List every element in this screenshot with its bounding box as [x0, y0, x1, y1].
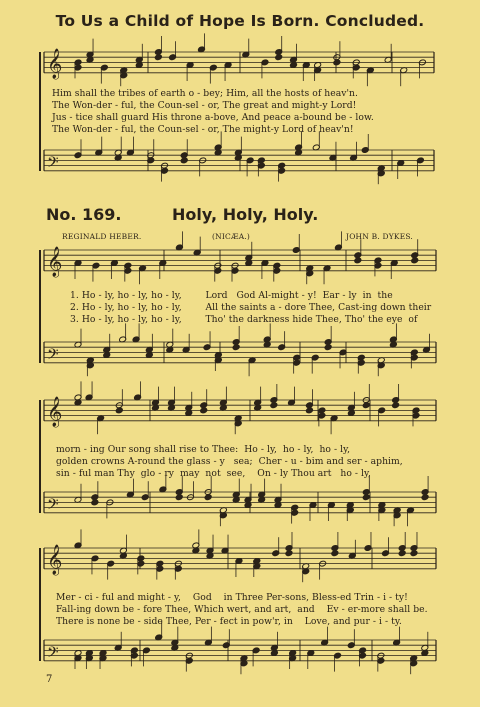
note-head	[354, 257, 362, 264]
treble-clef-icon: 𝄞	[47, 246, 63, 277]
bass-clef-icon: 𝄢	[47, 495, 59, 517]
note-head	[410, 550, 418, 557]
top-title: To Us a Child of Hope Is Born. Concluded.	[55, 12, 425, 30]
note-head	[398, 550, 406, 557]
lyric-line: morn - ing Our song shall rise to Thee: Ho - ly, ho - ly, ho - ly,	[56, 444, 351, 455]
note-head	[275, 54, 283, 61]
note-head	[421, 494, 429, 501]
page-number: 7	[46, 674, 53, 685]
lyric-line: The Won-der - ful, the Coun-sel - or, The might-y Lord of heav'n!	[52, 124, 354, 135]
lyric-line: sin - ful man Thy glo - ry may not see, On - ly Thou art ho - ly,	[56, 468, 372, 479]
hymn-number: No. 169.	[46, 205, 122, 224]
note-head	[285, 550, 293, 557]
lyric-line: The Won-der - ful, the Coun-sel - or, The great and might-y Lord!	[52, 100, 357, 111]
note-head	[333, 59, 341, 66]
treble-clef-icon: 𝄞	[47, 48, 63, 79]
lyric-line: 3. Ho - ly, ho - ly, ho - ly, Tho' the darkness hide Thee, Tho' the eye of	[70, 314, 418, 325]
note-head	[411, 257, 419, 264]
bass-clef-icon: 𝄢	[47, 643, 59, 665]
note-head	[154, 54, 162, 61]
hymn-title: Holy, Holy, Holy.	[172, 205, 319, 224]
tune-name: (NICÆA.)	[212, 232, 251, 241]
lyric-line: Him shall the tribes of earth o - bey; Him, all the hosts of heav'n.	[52, 88, 358, 99]
lyric-line: There is none be - side Thee, Per - fect in pow'r, in Love, and pur - i - ty.	[56, 616, 402, 627]
bass-clef-icon: 𝄢	[47, 153, 59, 175]
lyric-line: 1. Ho - ly, ho - ly, ho - ly, Lord God Al-might - y! Ear - ly in the	[70, 290, 393, 301]
note-head	[200, 407, 208, 414]
note-head	[270, 402, 278, 409]
treble-clef-icon: 𝄞	[47, 396, 63, 427]
lyric-line: Mer - ci - ful and might - y, God in Three Per-sons, Bless-ed Trin - i - ty!	[56, 592, 408, 603]
lyric-line: golden crowns A-round the glass - y sea; Cher - u - bim and ser - aphim,	[56, 456, 403, 467]
treble-clef-icon: 𝄞	[47, 544, 63, 575]
author-credit: REGINALD HEBER.	[62, 232, 142, 241]
note-head	[115, 407, 123, 414]
lyric-line: 2. Ho - ly, ho - ly, ho - ly, All the saints a - dore Thee, Cast-ing down their	[70, 302, 432, 313]
note-head	[232, 344, 240, 351]
lyric-line: Fall-ing down be - fore Thee, Which wert, and art, and Ev - er-more shall be.	[56, 604, 428, 615]
note-head	[204, 494, 212, 501]
note-head	[362, 494, 370, 501]
note-head	[180, 157, 188, 164]
note-head	[324, 344, 332, 351]
bass-clef-icon: 𝄢	[47, 345, 59, 367]
note-head	[362, 402, 370, 409]
composer-credit: JOHN B. DYKES.	[346, 232, 414, 241]
lyric-line: Jus - tice shall guard His throne a-bove, And peace a-bound be - low.	[52, 112, 374, 123]
note-head	[306, 407, 314, 414]
note-head	[331, 550, 339, 557]
note-head	[175, 494, 183, 501]
note-head	[392, 402, 400, 409]
note-head	[91, 499, 99, 506]
